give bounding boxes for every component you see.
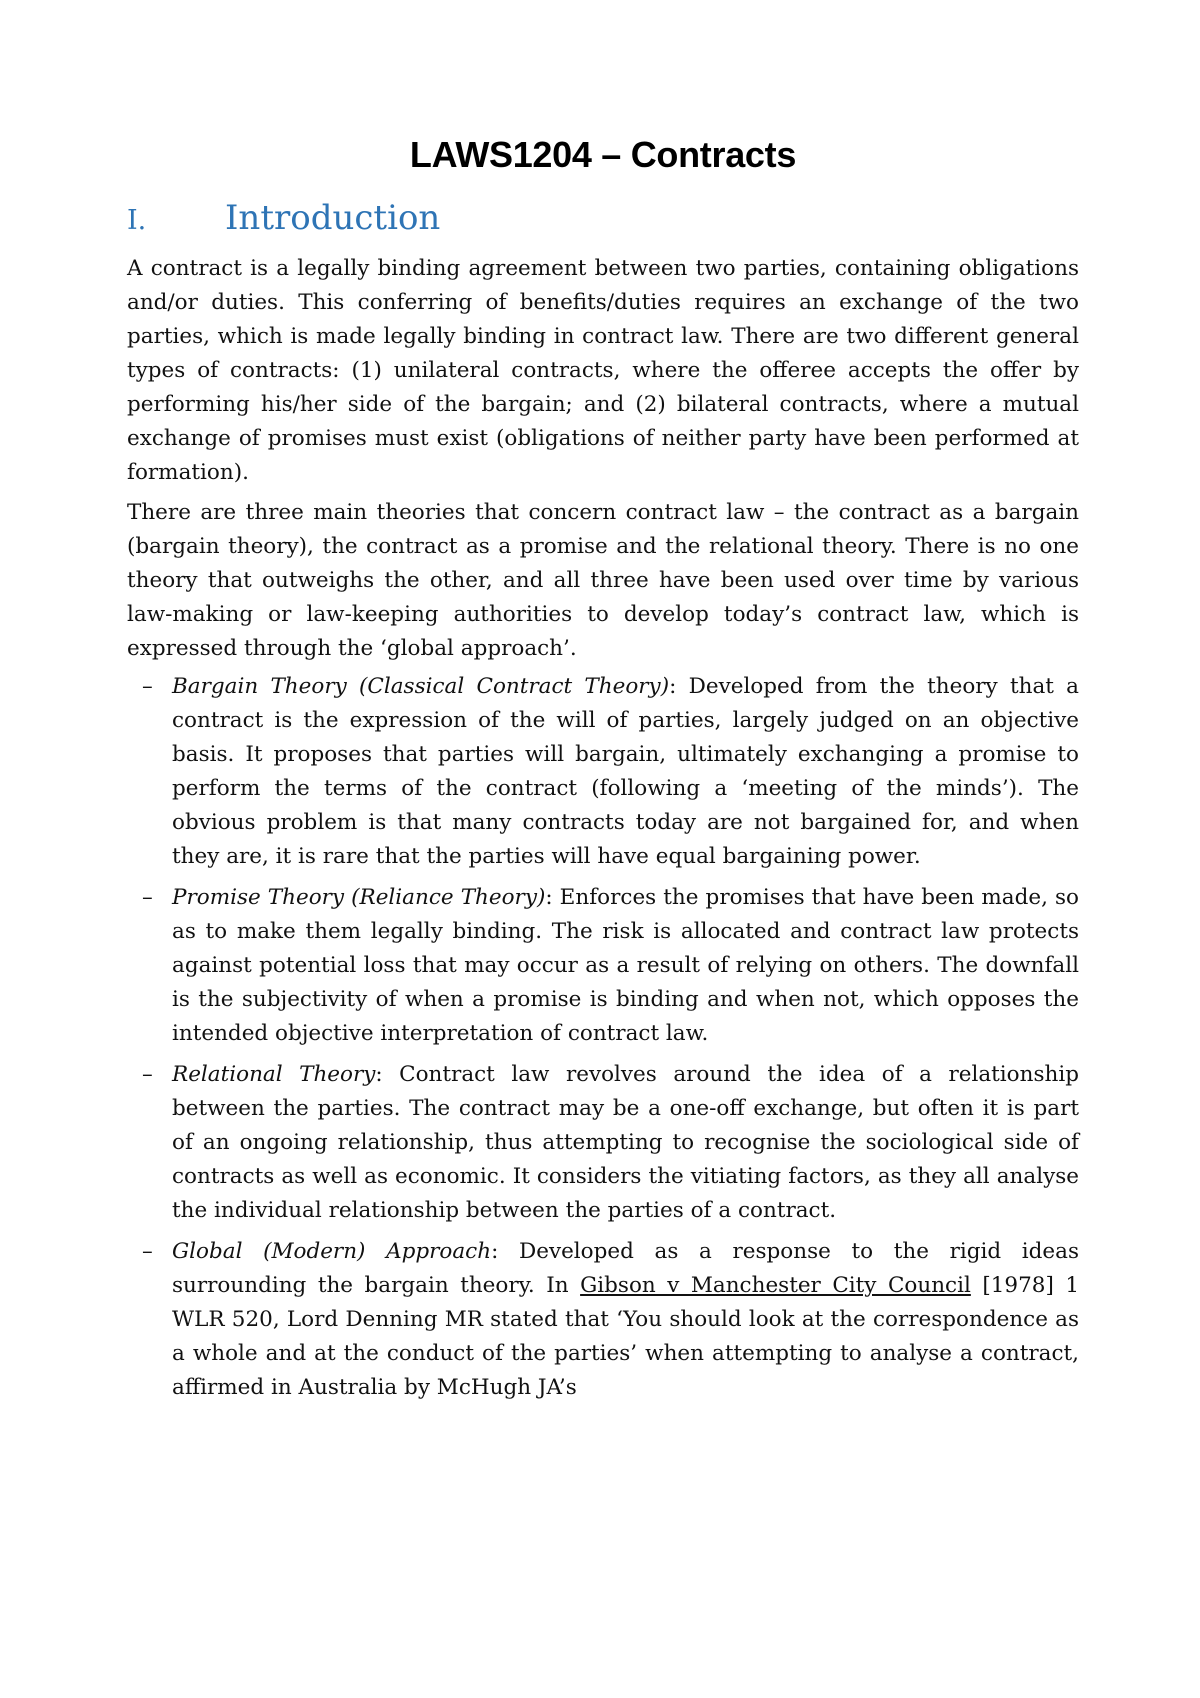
list-item [127,670,1079,874]
list-item [127,881,1079,1051]
theory-term: Bargain Theory (Classical Contract Theory) [172,674,670,699]
case-citation: Gibson v Manchester City Council [580,1273,971,1298]
term-separator: : [491,1239,499,1264]
section-title: Introduction [225,198,441,238]
dash-bullet: – [142,1239,153,1264]
term-separator: : [375,1062,383,1087]
term-separator: : [545,885,553,910]
intro-paragraph: A contract is a legally binding agreement between two parties, containing obligations and/or duties. This conferring of benefits/duties requires an exchange of the two parties, which is made legally binding in contract law. There are two different general types of contracts: (1) unilateral contracts, where the offeree accepts the offer by performing his/her side of the bargain; and (2) bilateral contracts, where a mutual exchange of promises must exist (obligations of neither party have been performed at formation). [127,256,1079,485]
theory-description: Contract law revolves around the idea of a relationship between the parties. The contract may be a one-off exchange, but often it is part of an ongoing relationship, thus attempting to recognise the sociological side of contracts as well as economic. It considers the vitiating factors, as they all analyse the individual relationship between the parties of a contract. [172,1062,1079,1223]
theory-description: Developed as a response to the rigid ideas surrounding the bargain theory. In [172,1239,1079,1298]
term-separator: : [669,674,677,699]
dash-bullet: – [142,885,153,910]
dash-bullet: – [142,1062,153,1087]
theory-description-continued: [1978] 1 WLR 520, Lord Denning MR stated that ‘You should look at the correspondence as a whole and at the conduct of the parties’ when attempting to analyse a contract, affirmed in Australia by McHugh JA’s [172,1273,1080,1400]
list-item [127,1235,1079,1405]
list-item [127,1058,1079,1228]
theory-description: Enforces the promises that have been made, so as to make them legally binding. The risk is allocated and contract law protects against potential loss that may occur as a result of relying on others. The downfall is the subjectivity of when a promise is binding and when not, which opposes the intended objective interpretation of contract law. [172,885,1080,1046]
section-number: I. [127,205,147,236]
section-heading [127,198,1079,238]
dash-bullet: – [142,674,153,699]
theory-description: Developed from the theory that a contract is the expression of the will of parties, largely judged on an objective basis. It proposes that parties will bargain, ultimately exchanging a promise to perform the terms of the contract (following a ‘meeting of the minds’). The obvious problem is that many contracts today are not bargained for, and when they are, it is rare that the parties will have equal bargaining power. [172,674,1079,869]
theory-term: Promise Theory (Reliance Theory) [172,885,546,910]
theory-term: Global (Modern) Approach [172,1239,492,1264]
document-title: LAWS1204 – Contracts [409,134,797,175]
theories-list [127,670,1079,1405]
theory-term: Relational Theory [172,1062,376,1087]
theories-paragraph: There are three main theories that concern contract law – the contract as a bargain (bargain theory), the contract as a promise and the relational theory. There is no one theory that outweighs the other, and all three have been used over time by various law-making or law-keeping authorities to develop today’s contract law, which is expressed through the ‘global approach’. [127,500,1079,661]
